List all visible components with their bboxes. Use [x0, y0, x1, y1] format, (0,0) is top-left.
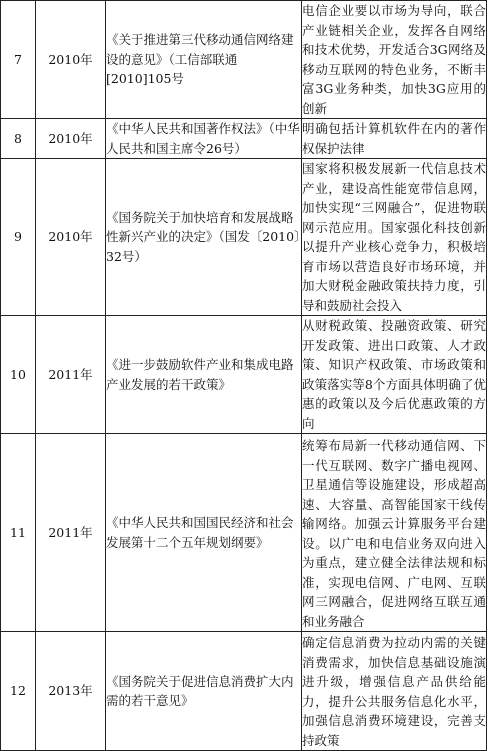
row-year: 2011年: [36, 434, 106, 632]
policy-content-text: 电信企业要以市场为导向，联合产业链相关企业，发挥各自网络和技术优势，开发适合3G网络及移动互联网的特色业务，不断丰富3G业务种类，加快3G应用的创新: [302, 3, 486, 116]
row-year: 2010年: [36, 1, 106, 119]
policy-content: [302, 119, 487, 159]
row-number: 9: [1, 159, 36, 316]
policy-name-text: 《国务院关于促进信息消费扩大内需的若干意见》: [106, 673, 294, 708]
policy-name-text: 《中华人民共和国著作权法》（中华人民共和国主席令26号）: [106, 121, 300, 156]
policy-name: [106, 316, 302, 434]
policy-name: [106, 632, 302, 751]
table-row: [1, 119, 487, 159]
policy-name-text: 《国务院关于加快培育和发展战略性新兴产业的决定》（国发〔2010〕32号）: [106, 209, 301, 264]
policy-content: [302, 316, 487, 434]
policy-name-text: 《中华人民共和国国民经济和社会发展第十二个五年规划纲要》: [106, 515, 294, 550]
row-number: 7: [1, 1, 36, 119]
policy-content: [302, 632, 487, 751]
policy-name: [106, 1, 302, 119]
row-year: 2010年: [36, 159, 106, 316]
policy-content-text: 确定信息消费为拉动内需的关键消费需求，加快信息基础设施演进升级，增强信息产品供给能力，提升公共服务信息化水平，加强信息消费环境建设，完善支持政策: [302, 635, 486, 748]
policy-name: [106, 119, 302, 159]
row-year: 2013年: [36, 632, 106, 751]
row-year: 2011年: [36, 316, 106, 434]
policy-content-text: 国家将积极发展新一代信息技术产业，建设高性能宽带信息网，加快实现“三网融合”，促进物联网示范应用。国家强化科技创新以提升产业核心竞争力，积极培育市场以营造良好市场环境，并加大财税金融政策扶持力度，引导和鼓励社会投入: [302, 161, 486, 313]
policy-content-text: 明确包括计算机软件在内的著作权保护法律: [302, 121, 486, 156]
row-number: 10: [1, 316, 36, 434]
policy-name: [106, 159, 302, 316]
row-number: 12: [1, 632, 36, 751]
policy-name: [106, 434, 302, 632]
row-year: 2010年: [36, 119, 106, 159]
table-row: [1, 632, 487, 751]
policy-content-text: 从财税政策、投融资政策、研究开发政策、进出口政策、人才政策、知识产权政策、市场政策和政策落实等8个方面具体明确了优惠的政策以及今后优惠政策的方向: [302, 318, 486, 431]
policy-content: [302, 434, 487, 632]
policy-content: [302, 159, 487, 316]
table-row: [1, 1, 487, 119]
policy-name-text: 《关于推进第三代移动通信网络建设的意见》（工信部联通[2010]105号: [106, 32, 294, 87]
table-row: [1, 434, 487, 632]
table-row: [1, 316, 487, 434]
policy-content: [302, 1, 487, 119]
table-row: [1, 159, 487, 316]
policy-name-text: 《进一步鼓励软件产业和集成电路产业发展的若干政策》: [106, 357, 294, 392]
row-number: 8: [1, 119, 36, 159]
row-number: 11: [1, 434, 36, 632]
policy-content-text: 统筹布局新一代移动通信网、下一代互联网、数字广播电视网、卫星通信等设施建设，形成超高速、大容量、高智能国家干线传输网络。加强云计算服务平台建设。以广电和电信业务双向进入为重点，建立健全法律法规和标准，实现电信网、广电网、互联网三网融合，促进网络互联互通和业务融合: [302, 438, 486, 629]
